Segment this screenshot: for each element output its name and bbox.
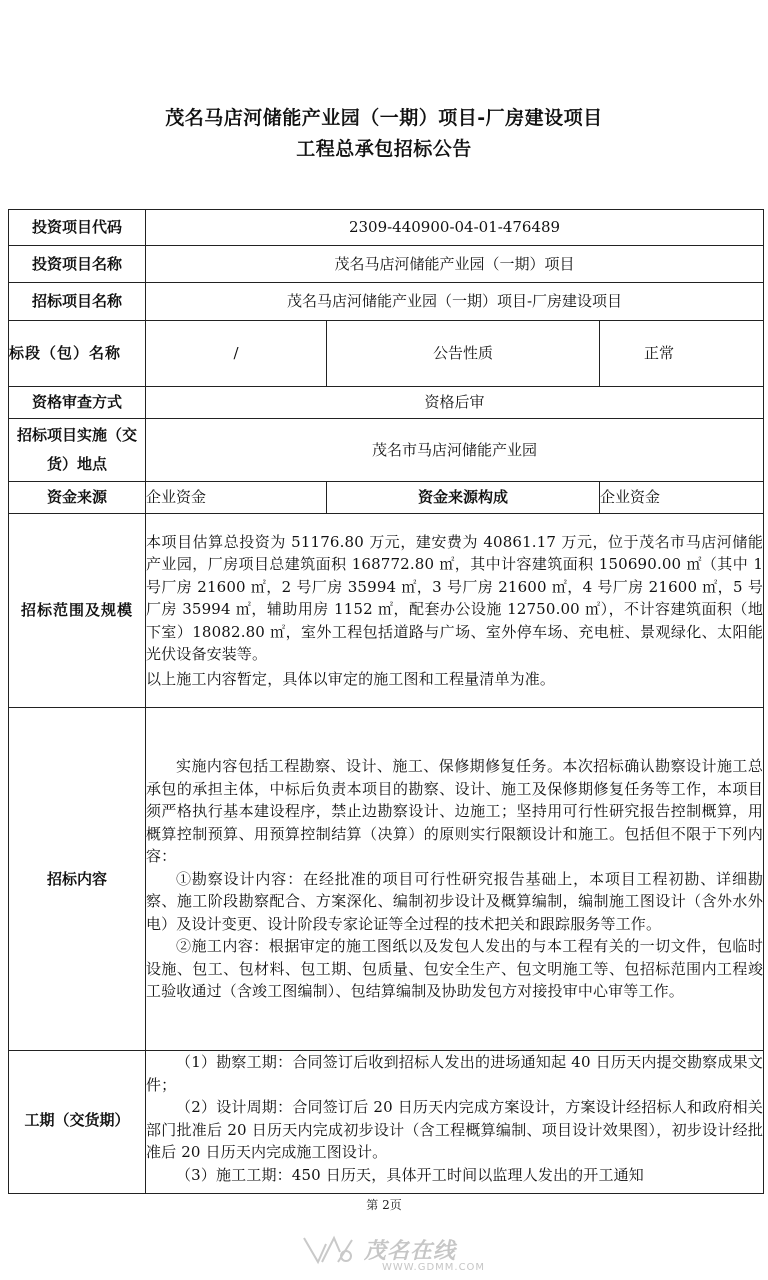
project-code-value: 2309-440900-04-01-476489 (146, 210, 764, 246)
watermark-url: WWW.GDMM.COM (382, 1262, 486, 1273)
period-paragraph-1: （1）勘察工期：合同签订后收到招标人发出的进场通知起 40 日历天内提交勘察成果文件； (146, 1053, 764, 1094)
tender-name-label: 招标项目名称 (9, 283, 146, 321)
row-qualification (9, 387, 764, 419)
scope-label: 招标范围及规模 (9, 514, 146, 708)
watermark-brand: 茂名在线 (364, 1239, 457, 1264)
notice-type-value: 正常 (600, 321, 764, 387)
tender-info-table (8, 209, 764, 1194)
section-value: / (146, 321, 327, 387)
content-body (146, 708, 764, 1051)
project-name-label: 投资项目名称 (9, 246, 146, 283)
project-code-label: 投资项目代码 (9, 210, 146, 246)
location-label: 招标项目实施（交货）地点 (9, 419, 146, 482)
location-value: 茂名市马店河储能产业园 (146, 419, 764, 482)
row-period (9, 1051, 764, 1194)
qualification-label: 资格审查方式 (9, 387, 146, 419)
funding-structure-value: 企业资金 (600, 482, 764, 514)
page-number: 第 2页 (366, 1198, 402, 1212)
scope-paragraph: 本项目估算总投资为 51176.80 万元，建安费为 40861.17 万元，位于茂名市马店河储能产业园，厂房项目总建筑面积 168772.80 ㎡，其中计容建筑面积 150690.00 ㎡（其中 1 号厂房 21600 ㎡，2 号厂房 35994 ㎡，3 号厂房 21600 ㎡，4 号厂房 21600 ㎡，5 号厂房 35994 ㎡，辅助用房 1152 ㎡，配套办公设施 12750.00 ㎡），不计容建筑面积（地下室）18082.80 ㎡，室外工程包括道路与广场、室外停车场、充电桩、景观绿化、太阳能光伏设备安装等。 (146, 532, 764, 664)
content-paragraph-3: ②施工内容：根据审定的施工图纸以及发包人发出的与本工程有关的一切文件，包临时设施、包工、包材料、包工期、包质量、包安全生产、包文明施工等、包招标范围内工程竣工验收通过（含竣工图编制）、包结算编制及协助发包方对接投审中心审等工作。 (146, 937, 764, 1001)
watermark (300, 1228, 500, 1276)
qualification-value: 资格后审 (146, 387, 764, 419)
project-name-value: 茂名马店河储能产业园（一期）项目 (146, 246, 764, 283)
row-project-code (9, 210, 764, 246)
period-paragraph-3: （3）施工工期：450 日历天，具体开工时间以监理人发出的开工通知 (176, 1165, 644, 1184)
row-funding (9, 482, 764, 514)
notice-type-label: 公告性质 (327, 321, 600, 387)
content-label: 招标内容 (9, 708, 146, 1051)
period-label: 工期（交货期） (9, 1051, 146, 1194)
row-content (9, 708, 764, 1051)
document-title-line1: 茂名马店河储能产业园（一期）项目-厂房建设项目 (165, 107, 603, 129)
period-body (146, 1051, 764, 1194)
content-paragraph-1: 实施内容包括工程勘察、设计、施工、保修期修复任务。本次招标确认勘察设计施工总承包的承担主体，中标后负责本项目的勘察、设计、施工及保修期修复任务等工作，本项目须严格执行基本建设程序，禁止边勘察设计、边施工；坚持用可行性研究报告控制概算，用概算控制预算、用预算控制结算（决算）的原则实行限额设计和施工。包括但不限于下列内容： (146, 757, 764, 866)
scope-content (146, 514, 764, 708)
document-title-line2: 工程总承包招标公告 (296, 138, 472, 160)
row-location (9, 419, 764, 482)
row-tender-name (9, 283, 764, 321)
scope-note: 以上施工内容暂定，具体以审定的施工图和工程量清单为准。 (146, 669, 556, 688)
funding-structure-label: 资金来源构成 (327, 482, 600, 514)
row-scope (9, 514, 764, 708)
row-project-name (9, 246, 764, 283)
content-paragraph-2: ①勘察设计内容：在经批准的项目可行性研究报告基础上，本项目工程初勘、详细勘察、施工阶段勘察配合、方案深化、编制初步设计及概算编制，编制施工图设计（含外水外电）及设计变更、设计阶段专家论证等全过程的技术把关和跟踪服务等工作。 (146, 869, 764, 933)
funding-value: 企业资金 (146, 482, 327, 514)
section-label: 标段（包）名称 (9, 321, 146, 387)
period-paragraph-2: （2）设计周期：合同签订后 20 日历天内完成方案设计，方案设计经招标人和政府相关部门批准后 20 日历天内完成初步设计（含工程概算编制、项目设计效果图），初步设计经批准后 20 日历天内完成施工图设计。 (146, 1098, 764, 1161)
row-section (9, 321, 764, 387)
funding-label: 资金来源 (9, 482, 146, 514)
watermark-logo-icon (300, 1230, 360, 1270)
tender-name-value: 茂名马店河储能产业园（一期）项目-厂房建设项目 (146, 283, 764, 321)
